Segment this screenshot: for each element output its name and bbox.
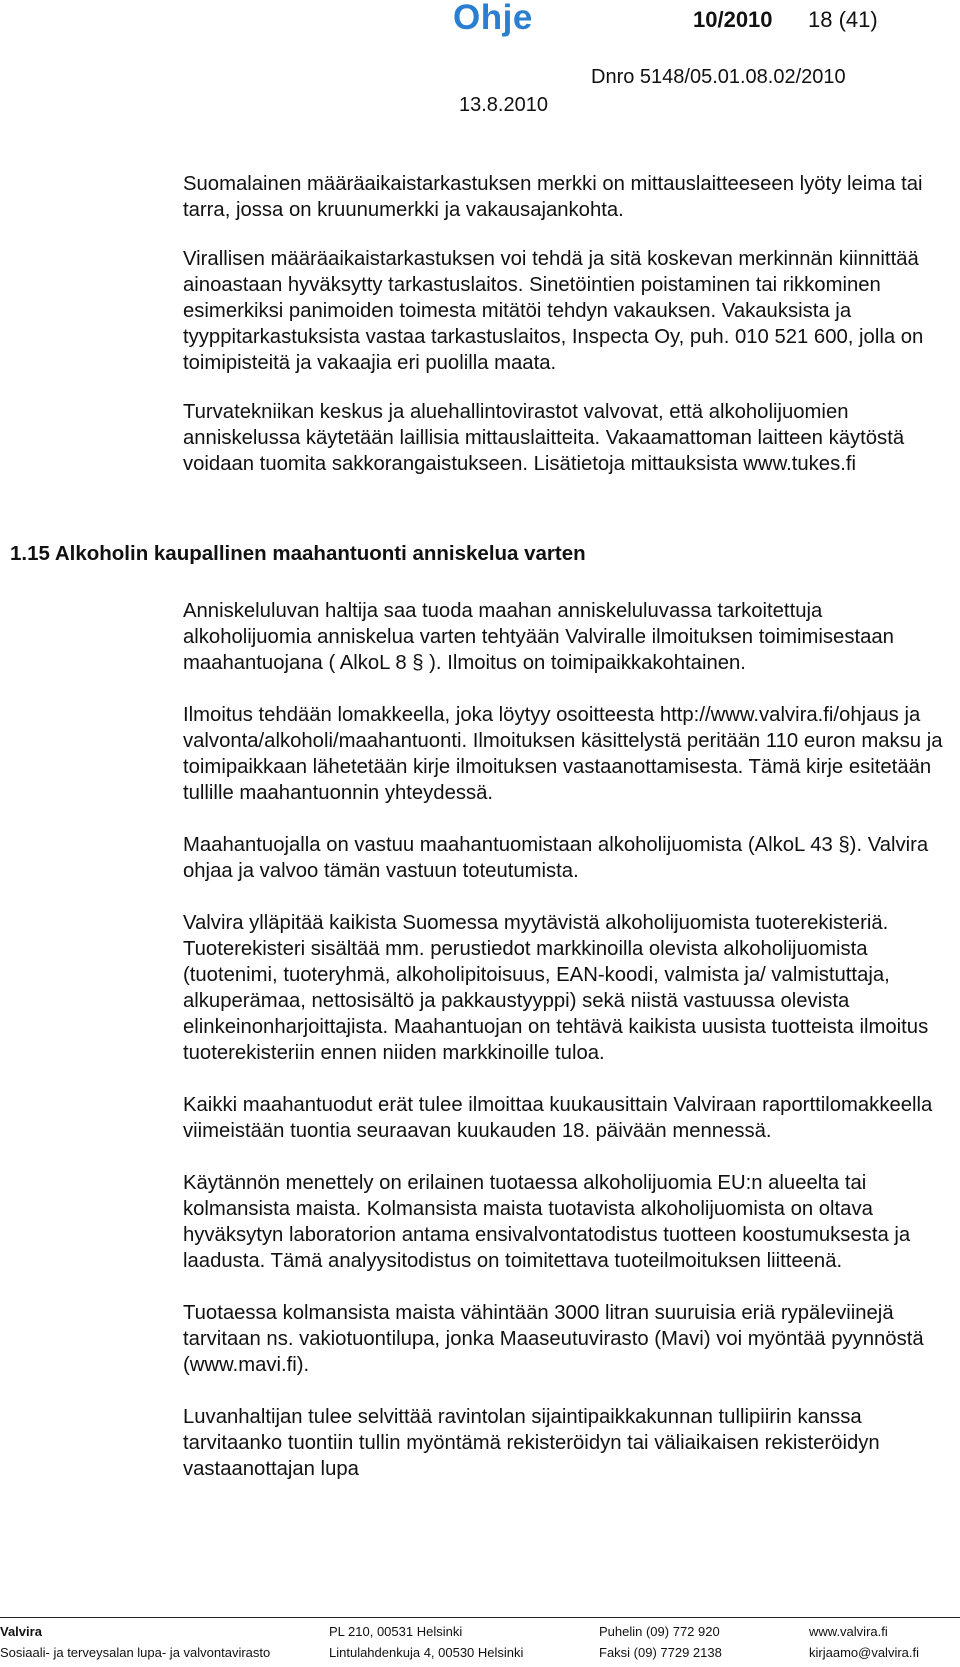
paragraph: Luvanhaltijan tulee selvittää ravintolan sijaintipaikkakunnan tullipiirin kanssa tarvitaanko tuontiin tullin myöntämä rekisteröidyn tai väliaikaisen rekisteröidyn vastaanottajan lupa — [183, 1406, 880, 1480]
paragraph: Kaikki maahantuodut erät tulee ilmoittaa kuukausittain Valviraan raporttilomakkeella viimeistään tuontia seuraavan kuukauden 18. päivään mennessä. — [183, 1094, 933, 1142]
body-section-1 — [183, 171, 953, 500]
paragraph: Maahantuojalla on vastuu maahantuomistaan alkoholijuomista (AlkoL 43 §). Valvira ohjaa ja valvoo tämän vastuun toteutumista. — [183, 834, 929, 882]
footer-website-link[interactable]: www.valvira.fi — [809, 1624, 888, 1639]
body-section-2 — [183, 598, 953, 1508]
footer-phone: Puhelin (09) 772 920 — [599, 1624, 720, 1639]
footer-divider — [0, 1617, 960, 1618]
footer-street-address: Lintulahdenkuja 4, 00530 Helsinki — [329, 1645, 524, 1660]
paragraph: Käytännön menettely on erilainen tuotaessa alkoholijuomia EU:n alueelta tai kolmansista maista. Kolmansista maista tuotavista alkoholijuomista on oltava hyväksytyn laboratorion antama ensivalvontatodistus tuotteen koostumuksesta ja laadusta. Tämä analyysitodistus on toimitettava tuoteilmoituksen liitteenä. — [183, 1172, 911, 1272]
page-number: 18 (41) — [808, 7, 878, 32]
footer-org-full: Sosiaali- ja terveysalan lupa- ja valvontavirasto — [0, 1645, 271, 1660]
section-heading: 1.15 Alkoholin kaupallinen maahantuonti anniskelua varten — [10, 542, 586, 565]
footer-org: Valvira — [0, 1624, 42, 1639]
record-number: Dnro 5148/05.01.08.02/2010 — [591, 66, 846, 88]
footer-email-link[interactable]: kirjaamo@valvira.fi — [809, 1645, 919, 1660]
paragraph: Anniskeluluvan haltija saa tuoda maahan anniskeluluvassa tarkoitettuja alkoholijuomia anniskelua varten tehtyään Valviralle ilmoituksen toimimisestaan maahantuojana ( AlkoL 8 § ). Ilmoitus on toimipaikkakohtainen. — [183, 600, 894, 674]
paragraph: Valvira ylläpitää kaikista Suomessa myytävistä alkoholijuomista tuoterekisteriä. Tuoterekisteri sisältää mm. perustiedot markkinoilla olevista alkoholijuomista (tuotenimi, tuoteryhmä, alkoholipitoisuus, EAN-koodi, valmista ja/ valmistuttaja, alkuperämaa, nettosisältö ja pakkaustyyppi) sekä niistä vastuussa olevista elinkeinonharjoittajista. Maahantuojan on tehtävä kaikista uusista tuotteista ilmoitus tuoterekisteriin ennen niiden markkinoille tuloa. — [183, 912, 929, 1064]
page-footer — [0, 1615, 960, 1667]
paragraph: Ilmoitus tehdään lomakkeella, joka löytyy osoitteesta http://www.valvira.fi/ohjaus ja valvonta/alkoholi/maahantuonti. Ilmoituksen käsittelystä peritään 110 euron maksu ja toimipaikkaan lähetetään kirje ilmoituksen vastaanottamisesta. Tämä kirje esitetään tullille maahantuonnin yhteydessä. — [183, 704, 943, 804]
footer-fax: Faksi (09) 7729 2138 — [599, 1645, 722, 1660]
footer-postal-address: PL 210, 00531 Helsinki — [329, 1624, 463, 1639]
paragraph: Virallisen määräaikaistarkastuksen voi tehdä ja sitä koskevan merkinnän kiinnittää ainoastaan hyväksytty tarkastuslaitos. Sinetöintien poistaminen tai rikkominen esimerkiksi panimoiden toimesta mitätöi tehdyn vakauksen. Vakauksista ja tyyppitarkastuksista vastaa tarkastuslaitos, Inspecta Oy, puh. 010 521 600, jolla on toimipisteitä ja vakaajia eri puolilla maata. — [183, 248, 924, 374]
document-type-title: Ohje — [453, 0, 533, 37]
paragraph: Tuotaessa kolmansista maista vähintään 3000 litran suuruisia eriä rypäleviinejä tarvitaan ns. vakiotuontilupa, jonka Maaseutuvirasto (Mavi) voi myöntää pyynnöstä (www.mavi.fi). — [183, 1302, 924, 1376]
paragraph: Suomalainen määräaikaistarkastuksen merkki on mittauslaitteeseen lyöty leima tai tarra, jossa on kruunumerkki ja vakausajankohta. — [183, 173, 923, 221]
issue-number: 10/2010 — [693, 7, 773, 32]
document-date: 13.8.2010 — [459, 94, 548, 116]
paragraph: Turvatekniikan keskus ja aluehallintovirastot valvovat, että alkoholijuomien anniskelussa käytetään laillisia mittauslaitteita. Vakaamattoman laitteen käytöstä voidaan tuomita sakkorangaistukseen. Lisätietoja mittauksista www.tukes.fi — [183, 401, 905, 475]
